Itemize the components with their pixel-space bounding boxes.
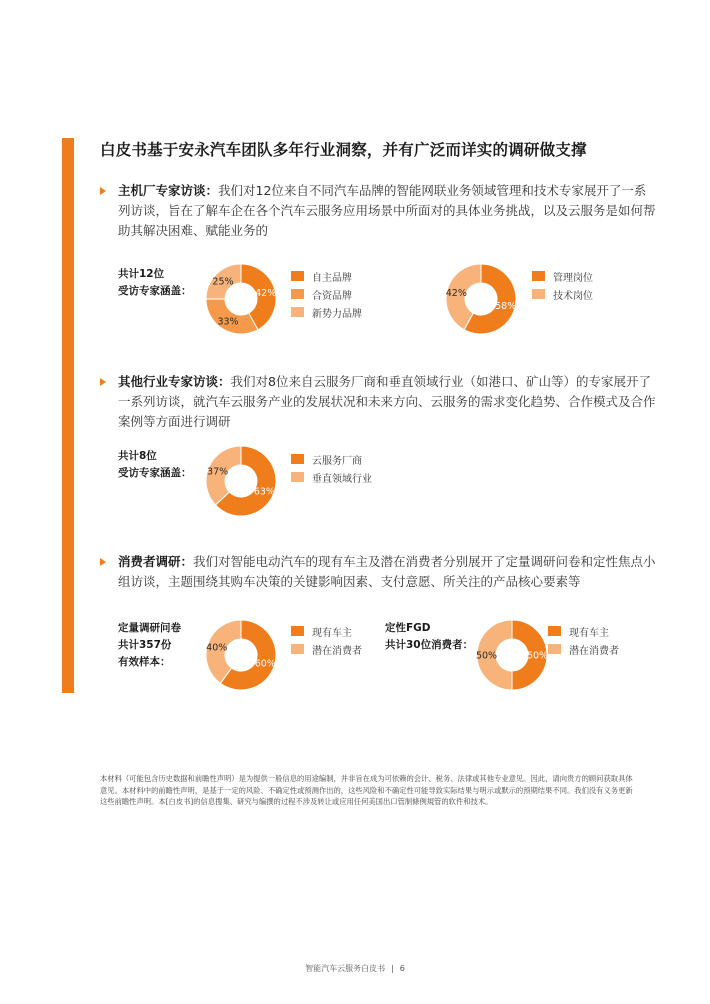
legend-label: 管理岗位 — [553, 272, 593, 284]
legend-swatch — [291, 472, 304, 482]
footer-separator: | — [391, 964, 394, 973]
chart-legend — [532, 267, 593, 303]
legend-swatch — [532, 271, 545, 281]
legend-label: 潜在消费者 — [312, 645, 362, 657]
legend-swatch — [291, 289, 304, 299]
legend-item — [291, 285, 362, 303]
legend-swatch — [291, 454, 304, 464]
legend-item — [291, 622, 362, 640]
bullet-icon — [100, 187, 106, 195]
section-body: 我们对8位来自云服务厂商和垂直领域行业（如港口、矿山等）的专家展开了一系列访谈，就汽车云服务产业的发展状况和未来方向、云服务的需求变化趋势、合作模式及合作案例等方面进行调研 — [118, 374, 656, 429]
section-heading: 消费者调研： — [118, 554, 194, 569]
legend-swatch — [548, 626, 561, 636]
slice-label: 63% — [253, 486, 275, 498]
legend-label: 技术岗位 — [553, 290, 593, 302]
footer — [0, 963, 710, 974]
bullet-icon — [100, 558, 106, 566]
slice-label: 37% — [207, 466, 229, 478]
legend-swatch — [291, 307, 304, 317]
fgd-title: 定性FGD — [385, 622, 431, 634]
legend-swatch — [548, 644, 561, 654]
summary-label — [118, 448, 192, 482]
legend-swatch — [291, 626, 304, 636]
slice-label: 42% — [445, 288, 467, 300]
footer-doc-title: 智能汽车云服务白皮书 — [305, 964, 386, 973]
summary-label — [118, 266, 192, 300]
summary-caption: 受访专家涵盖： — [118, 285, 192, 297]
donut-chart — [204, 262, 278, 336]
legend-label: 自主品牌 — [312, 272, 352, 284]
section-industry-text — [118, 372, 658, 432]
survey-label — [118, 620, 181, 671]
slice-label: 50% — [526, 650, 549, 662]
bullet-icon — [100, 378, 106, 386]
slice-label: 40% — [206, 642, 228, 654]
survey-caption: 有效样本： — [118, 656, 171, 668]
donut-chart — [444, 262, 518, 336]
legend-label: 现有车主 — [569, 627, 609, 639]
legend-item — [291, 640, 362, 658]
disclaimer: 本材料（可能包含历史数据和前瞻性声明）是为提供一般信息的用途编制，并非旨在成为可依赖的会计、税务、法律或其他专业意见。因此，请向贵方的顾问获取具体意见。本材料中的前瞻性声明，是基于一定的风险、不确定性或预测作出的，这些风险和不确定性可能导致实际结果与明示或默示的预期结果不同。我们没有义务更新这些前瞻性声明。本[白皮书]的信息搜集、研究与编撰的过程不涉及转让或应用任何美国出口管制條例規管的软件和技术。 — [100, 774, 633, 806]
legend-swatch — [291, 644, 304, 654]
survey-count: 共计357份 — [118, 639, 172, 651]
slice-label: 25% — [212, 276, 234, 288]
section-body: 我们对12位来自不同汽车品牌的智能网联业务领域管理和技术专家展开了一系列访谈，旨在了解车企在各个汽车云服务应用场景中所面对的具体业务挑战，以及云服务是如何帮助其解决困难、赋能业务的 — [118, 183, 656, 238]
chart-legend — [291, 450, 372, 486]
donut-chart — [204, 618, 278, 692]
legend-label: 新势力品牌 — [312, 308, 362, 320]
chart-legend — [291, 267, 362, 321]
summary-count: 共计12位 — [118, 268, 165, 280]
survey-title: 定量调研问卷 — [118, 622, 181, 634]
legend-item — [291, 468, 372, 486]
section-oem-text — [118, 181, 658, 241]
legend-item — [532, 285, 593, 303]
slice-label: 50% — [475, 650, 498, 662]
section-body: 我们对智能电动汽车的现有车主及潜在消费者分别展开了定量调研问卷和定性焦点小组访谈，主题围绕其购车决策的关键影响因素、支付意愿、所关注的产品核心要素等 — [118, 554, 656, 589]
legend-item — [291, 450, 372, 468]
chart-legend — [548, 622, 619, 658]
legend-item — [548, 640, 619, 658]
fgd-count: 共计30位消费者： — [385, 639, 474, 651]
legend-label: 现有车主 — [312, 627, 352, 639]
legend-item — [291, 267, 362, 285]
donut-chart — [204, 444, 278, 518]
slice-label: 60% — [254, 658, 276, 670]
legend-item — [291, 303, 362, 321]
summary-count: 共计8位 — [118, 450, 157, 462]
section-heading: 主机厂专家访谈： — [118, 183, 219, 198]
legend-swatch — [532, 289, 545, 299]
legend-label: 合资品牌 — [312, 290, 352, 302]
slice-label: 42% — [255, 288, 277, 300]
legend-label: 潜在消费者 — [569, 645, 619, 657]
slice-label: 58% — [495, 300, 517, 312]
legend-swatch — [291, 271, 304, 281]
legend-item — [548, 622, 619, 640]
section-heading: 其他行业专家访谈： — [118, 374, 231, 389]
chart-legend — [291, 622, 362, 658]
fgd-label — [385, 620, 473, 654]
page-title: 白皮书基于安永汽车团队多年行业洞察，并有广泛而详实的调研做支撑 — [100, 141, 587, 159]
slice-label: 33% — [217, 316, 239, 328]
section-consumer-text — [118, 552, 658, 592]
summary-caption: 受访专家涵盖： — [118, 467, 192, 479]
legend-item — [532, 267, 593, 285]
legend-label: 垂直领域行业 — [312, 473, 372, 485]
legend-label: 云服务厂商 — [312, 455, 362, 467]
accent-bar — [62, 138, 74, 693]
donut-chart — [475, 618, 549, 692]
page-number: 6 — [399, 964, 405, 973]
